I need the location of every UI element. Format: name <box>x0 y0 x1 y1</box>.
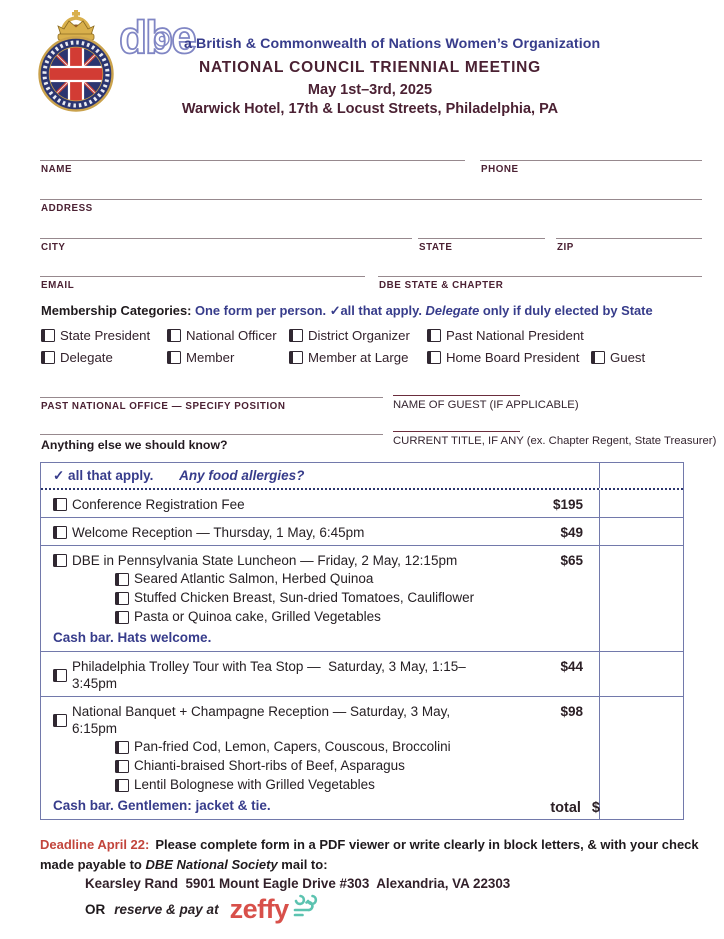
event-select-cell[interactable] <box>599 490 683 517</box>
menu-option-label: Stuffed Chicken Breast, Sun-dried Tomatoes, Cauliflower <box>134 590 475 605</box>
dbe-state-chapter-input[interactable] <box>378 256 702 277</box>
membership-option-state-president <box>41 328 167 343</box>
membership-row-1 <box>41 328 709 343</box>
zeffy-logo[interactable]: zeffy <box>229 894 289 924</box>
event-title-line <box>53 703 589 737</box>
organization-subtitle: a British & Commonwealth of Nations Women’s Organization <box>184 36 601 52</box>
guest-name-label: NAME OF GUEST (IF APPLICABLE) <box>393 399 579 411</box>
membership-heading: Membership Categories: <box>41 303 192 318</box>
zeffy-wind-icon <box>292 892 324 920</box>
event-row-conference-registration-fee <box>41 490 683 517</box>
menu-option <box>115 757 589 775</box>
event-title-line <box>53 552 589 569</box>
events-table <box>40 462 684 820</box>
email-input[interactable] <box>40 256 365 277</box>
email-label: EMAIL <box>41 280 75 291</box>
menu-option-checkbox[interactable] <box>115 573 129 586</box>
event-label: Conference Registration Fee <box>72 497 245 512</box>
dbe-wordmark-text: dbe <box>119 11 195 62</box>
menu-option-label: Pan-fried Cod, Lemon, Capers, Couscous, Broccolini <box>134 739 451 754</box>
deadline-text-1: Please complete form in a PDF viewer or write clearly in block letters, & with your check made payable to <box>40 837 699 872</box>
menu-option <box>115 738 589 756</box>
past-national-office-input[interactable] <box>40 377 383 398</box>
event-label: DBE in Pennsylvania State Luncheon — Friday, 2 May, 12:15pm <box>72 553 458 568</box>
food-allergies-question: Any food allergies? <box>179 468 305 483</box>
membership-option-delegate <box>41 350 167 365</box>
membership-option-label: Guest <box>610 350 646 365</box>
event-title-line <box>53 658 589 692</box>
event-row-content <box>41 518 599 545</box>
event-price: $65 <box>560 553 583 568</box>
event-row-content <box>41 652 599 696</box>
membership-option-label: District Organizer <box>308 328 410 343</box>
event-row-content <box>41 490 599 517</box>
membership-row-2 <box>41 350 709 365</box>
menu-option-label: Seared Atlantic Salmon, Herbed Quinoa <box>134 571 374 586</box>
membership-option-label: Home Board President <box>446 350 580 365</box>
online-payment-row <box>85 894 324 924</box>
total-label: total <box>550 800 581 816</box>
event-checkbox[interactable] <box>53 526 67 539</box>
menu-option <box>115 608 589 626</box>
checkbox-member-at-large[interactable] <box>289 351 303 364</box>
deadline-label: Deadline April 22: <box>40 837 150 852</box>
name-input[interactable] <box>40 140 465 161</box>
deadline-paragraph <box>40 835 704 874</box>
event-label: Welcome Reception — Thursday, 1 May, 6:45pm <box>72 525 365 540</box>
menu-option-checkbox[interactable] <box>115 760 129 773</box>
menu-option-label: Pasta or Quinoa cake, Grilled Vegetables <box>134 609 381 624</box>
state-input[interactable] <box>418 218 545 239</box>
event-venue: Warwick Hotel, 17th & Locust Streets, Philadelphia, PA <box>181 101 559 117</box>
event-label: Philadelphia Trolley Tour with Tea Stop — Saturday, 3 May, 1:15–3:45pm <box>72 659 466 691</box>
or-label: OR <box>85 901 106 917</box>
event-checkbox[interactable] <box>53 554 67 567</box>
address-label: ADDRESS <box>41 203 93 214</box>
payee-name: DBE National Society <box>145 856 278 872</box>
event-label: National Banquet + Champagne Reception — Saturday, 3 May, 6:15pm <box>72 704 451 736</box>
menu-option <box>115 589 589 607</box>
menu-option-checkbox[interactable] <box>115 741 129 754</box>
membership-option-national-officer <box>167 328 289 343</box>
menu-option-checkbox[interactable] <box>115 779 129 792</box>
zip-input[interactable] <box>556 218 702 239</box>
event-checkbox[interactable] <box>53 498 67 511</box>
event-checkbox[interactable] <box>53 714 67 727</box>
membership-instruction-2: only if duly elected by State <box>482 303 653 318</box>
membership-option-district-organizer <box>289 328 427 343</box>
phone-input[interactable] <box>480 140 702 161</box>
checkbox-past-national-president[interactable] <box>427 329 441 342</box>
table-check-instruction: ✓ all that apply. <box>53 468 154 483</box>
membership-section <box>41 303 709 365</box>
page-title: NATIONAL COUNCIL TRIENNIAL MEETING <box>198 59 542 76</box>
menu-option-checkbox[interactable] <box>115 592 129 605</box>
event-title-line <box>53 524 589 541</box>
total-row <box>40 800 600 816</box>
membership-option-past-national-president <box>427 328 591 343</box>
mailing-address: Kearsley Rand 5901 Mount Eagle Drive #303 Alexandria, VA 22303 <box>85 876 511 891</box>
dbe-state-chapter-label: DBE STATE & CHAPTER <box>379 280 504 291</box>
event-select-cell[interactable] <box>599 546 683 651</box>
guest-name-input[interactable] <box>393 375 520 396</box>
checkbox-home-board-president[interactable] <box>427 351 441 364</box>
event-checkbox[interactable] <box>53 669 67 682</box>
event-row-content <box>41 546 599 651</box>
city-label: CITY <box>41 242 66 253</box>
header-select-cell <box>599 463 683 488</box>
membership-instruction-delegate: Delegate <box>425 303 480 318</box>
membership-option-label: National Officer <box>186 328 277 343</box>
event-price: $44 <box>560 659 583 674</box>
menu-option-checkbox[interactable] <box>115 611 129 624</box>
address-input[interactable] <box>40 179 702 200</box>
menu-option-label: Lentil Bolognese with Grilled Vegetables <box>134 777 375 792</box>
membership-option-guest <box>591 350 709 365</box>
membership-instruction-1: One form per person. ✓all that apply. <box>195 303 422 318</box>
event-row-philadelphia-trolley-tour-with <box>41 651 683 696</box>
membership-option-label: Member at Large <box>308 350 409 365</box>
current-title-input[interactable] <box>393 411 520 432</box>
event-select-cell[interactable] <box>599 518 683 545</box>
event-price: $49 <box>560 525 583 540</box>
checkbox-national-officer[interactable] <box>167 329 181 342</box>
membership-option-label: Past National President <box>446 328 584 343</box>
event-dates: May 1st–3rd, 2025 <box>307 82 433 98</box>
checkbox-state-president[interactable] <box>41 329 55 342</box>
checkbox-district-organizer[interactable] <box>289 329 303 342</box>
state-label: STATE <box>419 242 453 253</box>
event-row-welcome-reception-thursday-1-m <box>41 517 683 545</box>
total-currency: $ <box>591 800 600 816</box>
event-price: $98 <box>560 704 583 719</box>
event-note: Cash bar. Hats welcome. <box>53 630 212 645</box>
current-title-label: CURRENT TITLE, IF ANY (ex. Chapter Regent, State Treasurer) <box>393 435 717 447</box>
past-national-office-label: PAST NATIONAL OFFICE — SPECIFY POSITION <box>41 401 286 412</box>
event-price: $195 <box>552 497 583 512</box>
checkbox-guest[interactable] <box>591 351 605 364</box>
checkbox-member[interactable] <box>167 351 181 364</box>
city-input[interactable] <box>40 218 412 239</box>
menu-option <box>115 776 589 794</box>
event-row-dbe-in-pennsylvania-state-lunc <box>41 545 683 651</box>
deadline-text-2: mail to: <box>277 856 328 872</box>
membership-option-label: Delegate <box>60 350 113 365</box>
menu-option <box>115 570 589 588</box>
membership-option-member-at-large <box>289 350 427 365</box>
event-title-line <box>53 496 589 513</box>
zip-label: ZIP <box>557 242 574 253</box>
reserve-pay-text: reserve & pay at <box>114 901 219 917</box>
membership-option-member <box>167 350 289 365</box>
membership-option-label: State President <box>60 328 151 343</box>
checkbox-delegate[interactable] <box>41 351 55 364</box>
phone-label: PHONE <box>481 164 519 175</box>
anything-else-label: Anything else we should know? <box>41 438 228 452</box>
event-select-cell[interactable] <box>599 652 683 696</box>
menu-option-label: Chianti-braised Short-ribs of Beef, Asparagus <box>134 758 405 773</box>
membership-instructions <box>41 303 709 319</box>
event-note: Cash bar. Gentlemen: jacket & tie. <box>53 798 271 813</box>
membership-option-label: Member <box>186 350 235 365</box>
anything-else-input[interactable] <box>40 414 383 435</box>
total-amount-input[interactable] <box>612 796 684 820</box>
membership-option-home-board-president <box>427 350 591 365</box>
events-table-body <box>41 490 683 819</box>
events-table-header <box>41 463 683 490</box>
name-label: NAME <box>41 164 73 175</box>
